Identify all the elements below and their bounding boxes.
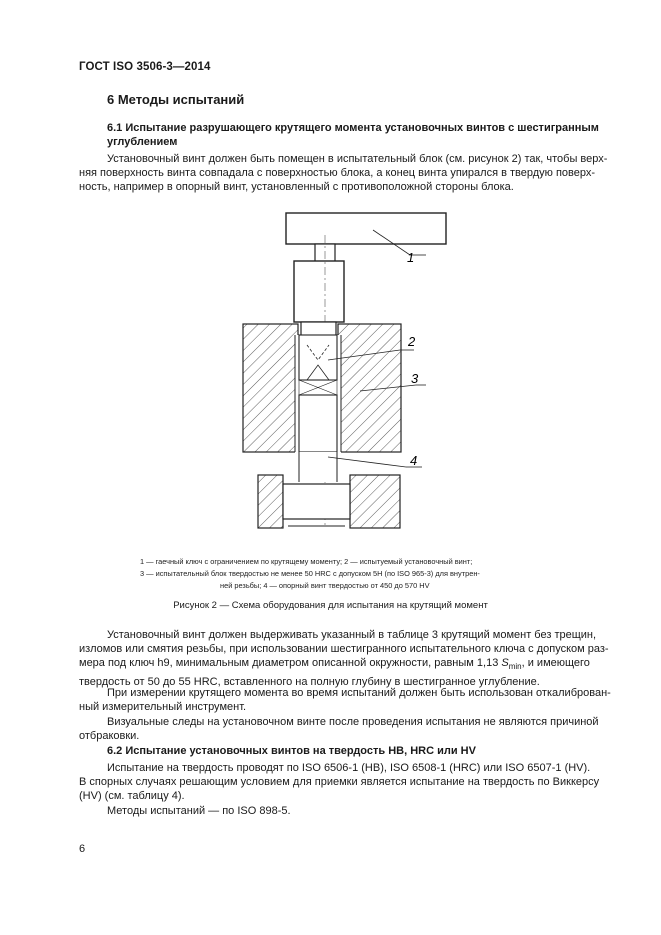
callout-4: 4: [410, 453, 418, 468]
figure-caption: Рисунок 2 — Схема оборудования для испытания на крутящий момент: [173, 600, 488, 611]
subsection-6-2-title: 6.2 Испытание установочных винтов на твердость HB, HRC или HV: [107, 745, 476, 757]
callout-1: 1: [407, 250, 415, 265]
subsection-6-1-title: 6.1 Испытание разрушающего крутящего момента установочных винтов с шестигранным углублением: [107, 122, 599, 148]
section-title: 6 Методы испытаний: [107, 92, 245, 107]
paragraph-6-1: Установочный винт должен быть помещен в испытательный блок (см. рисунок 2) так, чтобы верх- няя поверхность винта совпадала с поверхностью блока, а конец винта упирался в твердую поверх- ность, например в опорный винт, установленный с противоположной стороны блока.: [79, 153, 608, 194]
figure-legend: 1 — гаечный ключ с ограничением по крутящему моменту; 2 — испытуемый установочный винт; 3 — испытательный блок твердостью не менее 50 HRC с допуском 5H (по ISO 965-3) для внутрен- ней резьбы; 4 — опорный винт твердостью от 450 до 570 HV: [140, 557, 480, 590]
paragraph-visual-marks: Визуальные следы на установочном винте после проведения испытания не являются причиной отбраковки.: [79, 716, 599, 743]
test-setup-figure: [230, 205, 470, 540]
support-block-left: [258, 475, 283, 528]
support-screw-head: [283, 484, 350, 519]
callout-2: 2: [408, 334, 416, 349]
paragraph-torque: Установочный винт должен выдерживать указанный в таблице 3 крутящий момент без трещин, изломов или смятия резьбы, при использовании шестигранного испытательного ключа с допуском раз- мера под ключ h9, минимальным диаметром описанной окружности, равным 1,13 $S_{min}$, и имеющего твердость от 50 до 55 HRC, вставленного на полную глубину в шестигранное углубление.: [79, 629, 609, 688]
support-block-right: [350, 475, 400, 528]
test-block-left: [243, 324, 298, 452]
callout-3: 3: [411, 371, 419, 386]
wrench-socket: [294, 261, 344, 322]
test-set-screw: [299, 335, 337, 380]
wrench-bar: [286, 213, 446, 244]
paragraph-calibration: При измерении крутящего момента во время испытаний должен быть использован откалиброван- ный измерительный инструмент.: [79, 687, 611, 714]
document-id: ГОСТ ISO 3506-3—2014: [79, 61, 211, 73]
paragraph-6-2: Испытание на твердость проводят по ISO 6506-1 (HB), ISO 6508-1 (HRC) или ISO 6507-1 (HV). В спорных случаях решающим условием для приемки является испытание на твердость по Виккерсу (HV) (см. таблицу 4). Методы испытаний — по ISO 898-5.: [79, 762, 600, 817]
page-number: 6: [79, 843, 86, 855]
support-screw: [299, 395, 337, 452]
